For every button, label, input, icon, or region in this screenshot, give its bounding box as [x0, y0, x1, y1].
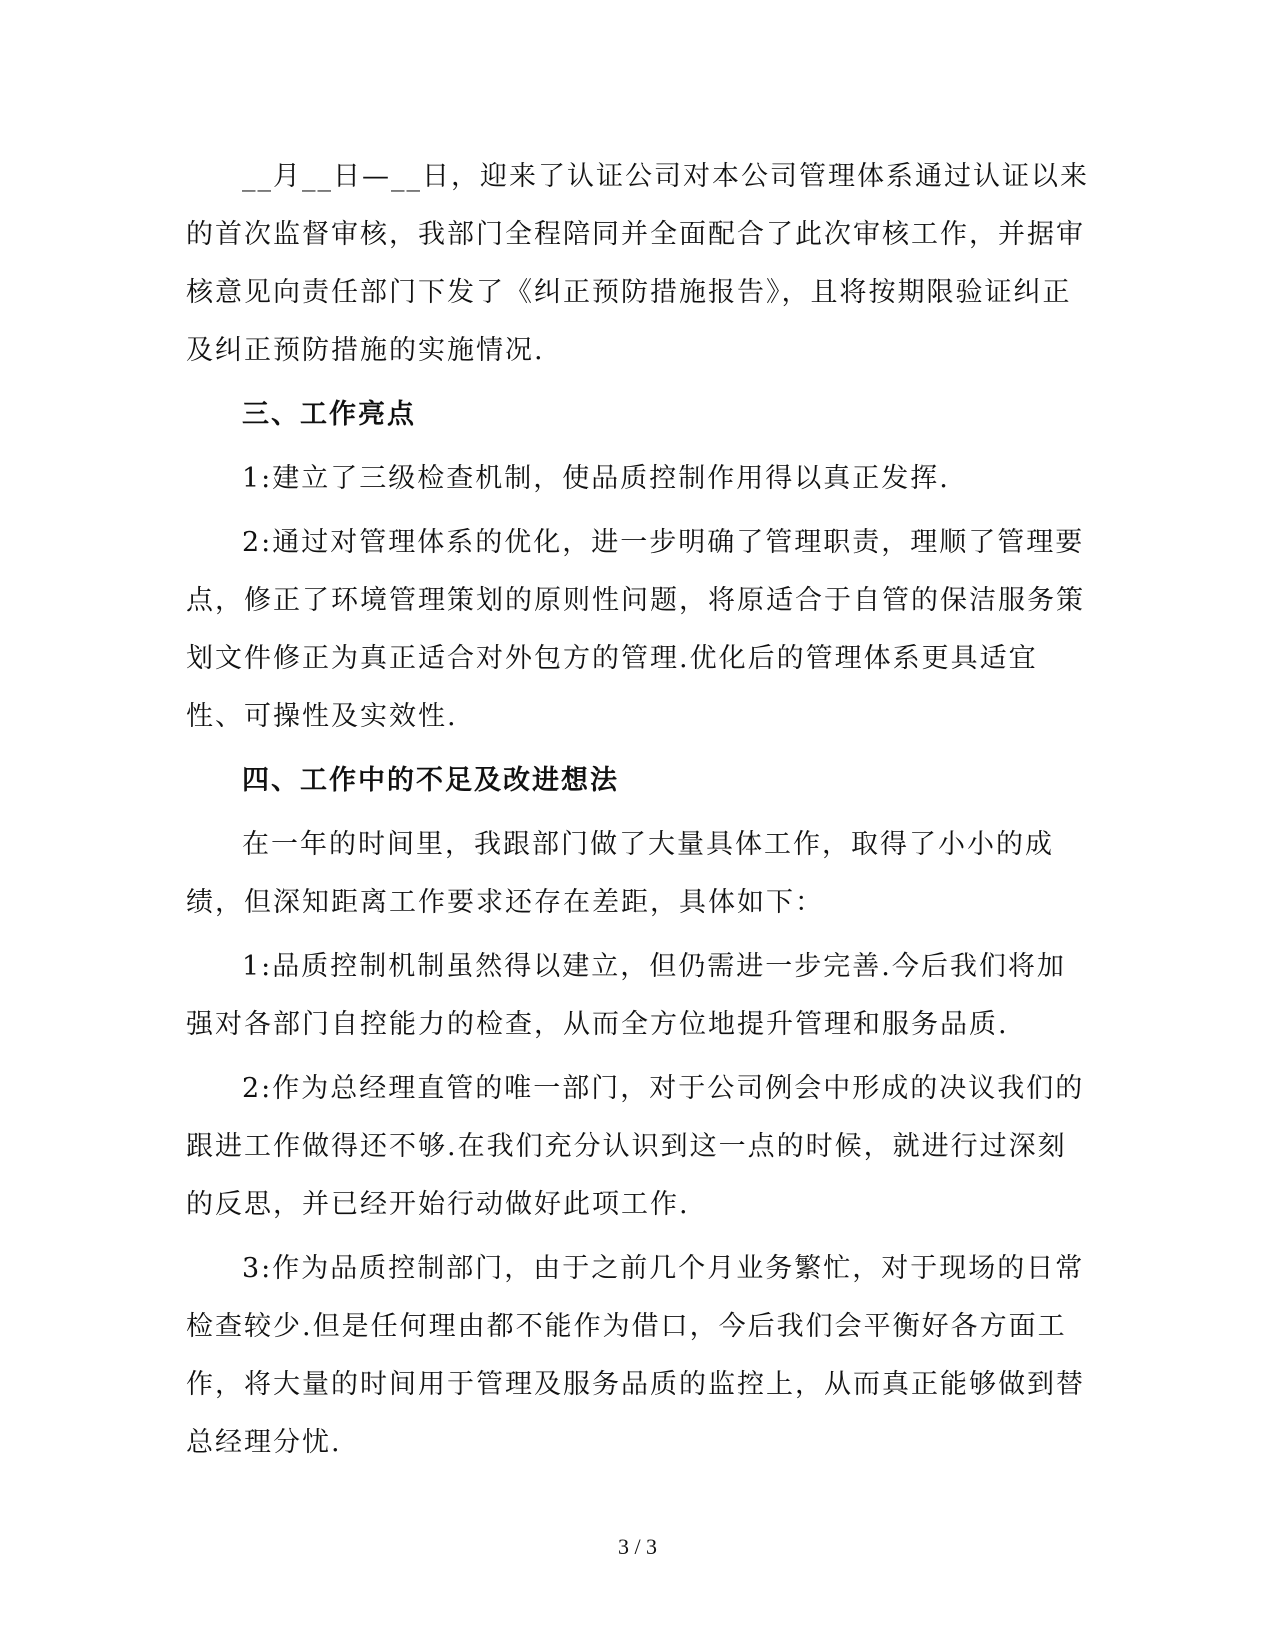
paragraph-highlight-1: 1:建立了三级检查机制，使品质控制作用得以真正发挥.: [242, 463, 950, 494]
document-body: [186, 148, 1090, 1478]
section-heading-highlights: 三、工作亮点: [242, 399, 416, 430]
paragraph-shortcoming-3: 3:作为品质控制部门，由于之前几个月业务繁忙，对于现场的日常检查较少.但是任何理由都不能作为借口，今后我们会平衡好各方面工作，将大量的时间用于管理及服务品质的监控上，从而真正能够做到替总经理分忧.: [186, 1253, 1085, 1458]
page-number: 3 / 3: [617, 1534, 658, 1559]
section-heading-shortcomings: 四、工作中的不足及改进想法: [242, 765, 619, 796]
paragraph-shortcomings-intro: 在一年的时间里，我跟部门做了大量具体工作，取得了小小的成绩，但深知距离工作要求还存在差距，具体如下：: [186, 829, 1054, 918]
paragraph-highlight-2: 2:通过对管理体系的优化，进一步明确了管理职责，理顺了管理要点，修正了环境管理策划的原则性问题，将原适合于自管的保洁服务策划文件修正为真正适合对外包方的管理.优化后的管理体系更具适宜性、可操性及实效性.: [186, 527, 1085, 732]
paragraph-shortcoming-2: 2:作为总经理直管的唯一部门，对于公司例会中形成的决议我们的跟进工作做得还不够.在我们充分认识到这一点的时候，就进行过深刻的反思，并已经开始行动做好此项工作.: [186, 1073, 1085, 1220]
paragraph-shortcoming-1: 1:品质控制机制虽然得以建立，但仍需进一步完善.今后我们将加强对各部门自控能力的检查，从而全方位地提升管理和服务品质.: [186, 951, 1066, 1040]
paragraph-audit: __月__日—__日，迎来了认证公司对本公司管理体系通过认证以来的首次监督审核，我部门全程陪同并全面配合了此次审核工作，并据审核意见向责任部门下发了《纠正预防措施报告》，且将按期限验证纠正及纠正预防措施的实施情况.: [186, 161, 1089, 366]
